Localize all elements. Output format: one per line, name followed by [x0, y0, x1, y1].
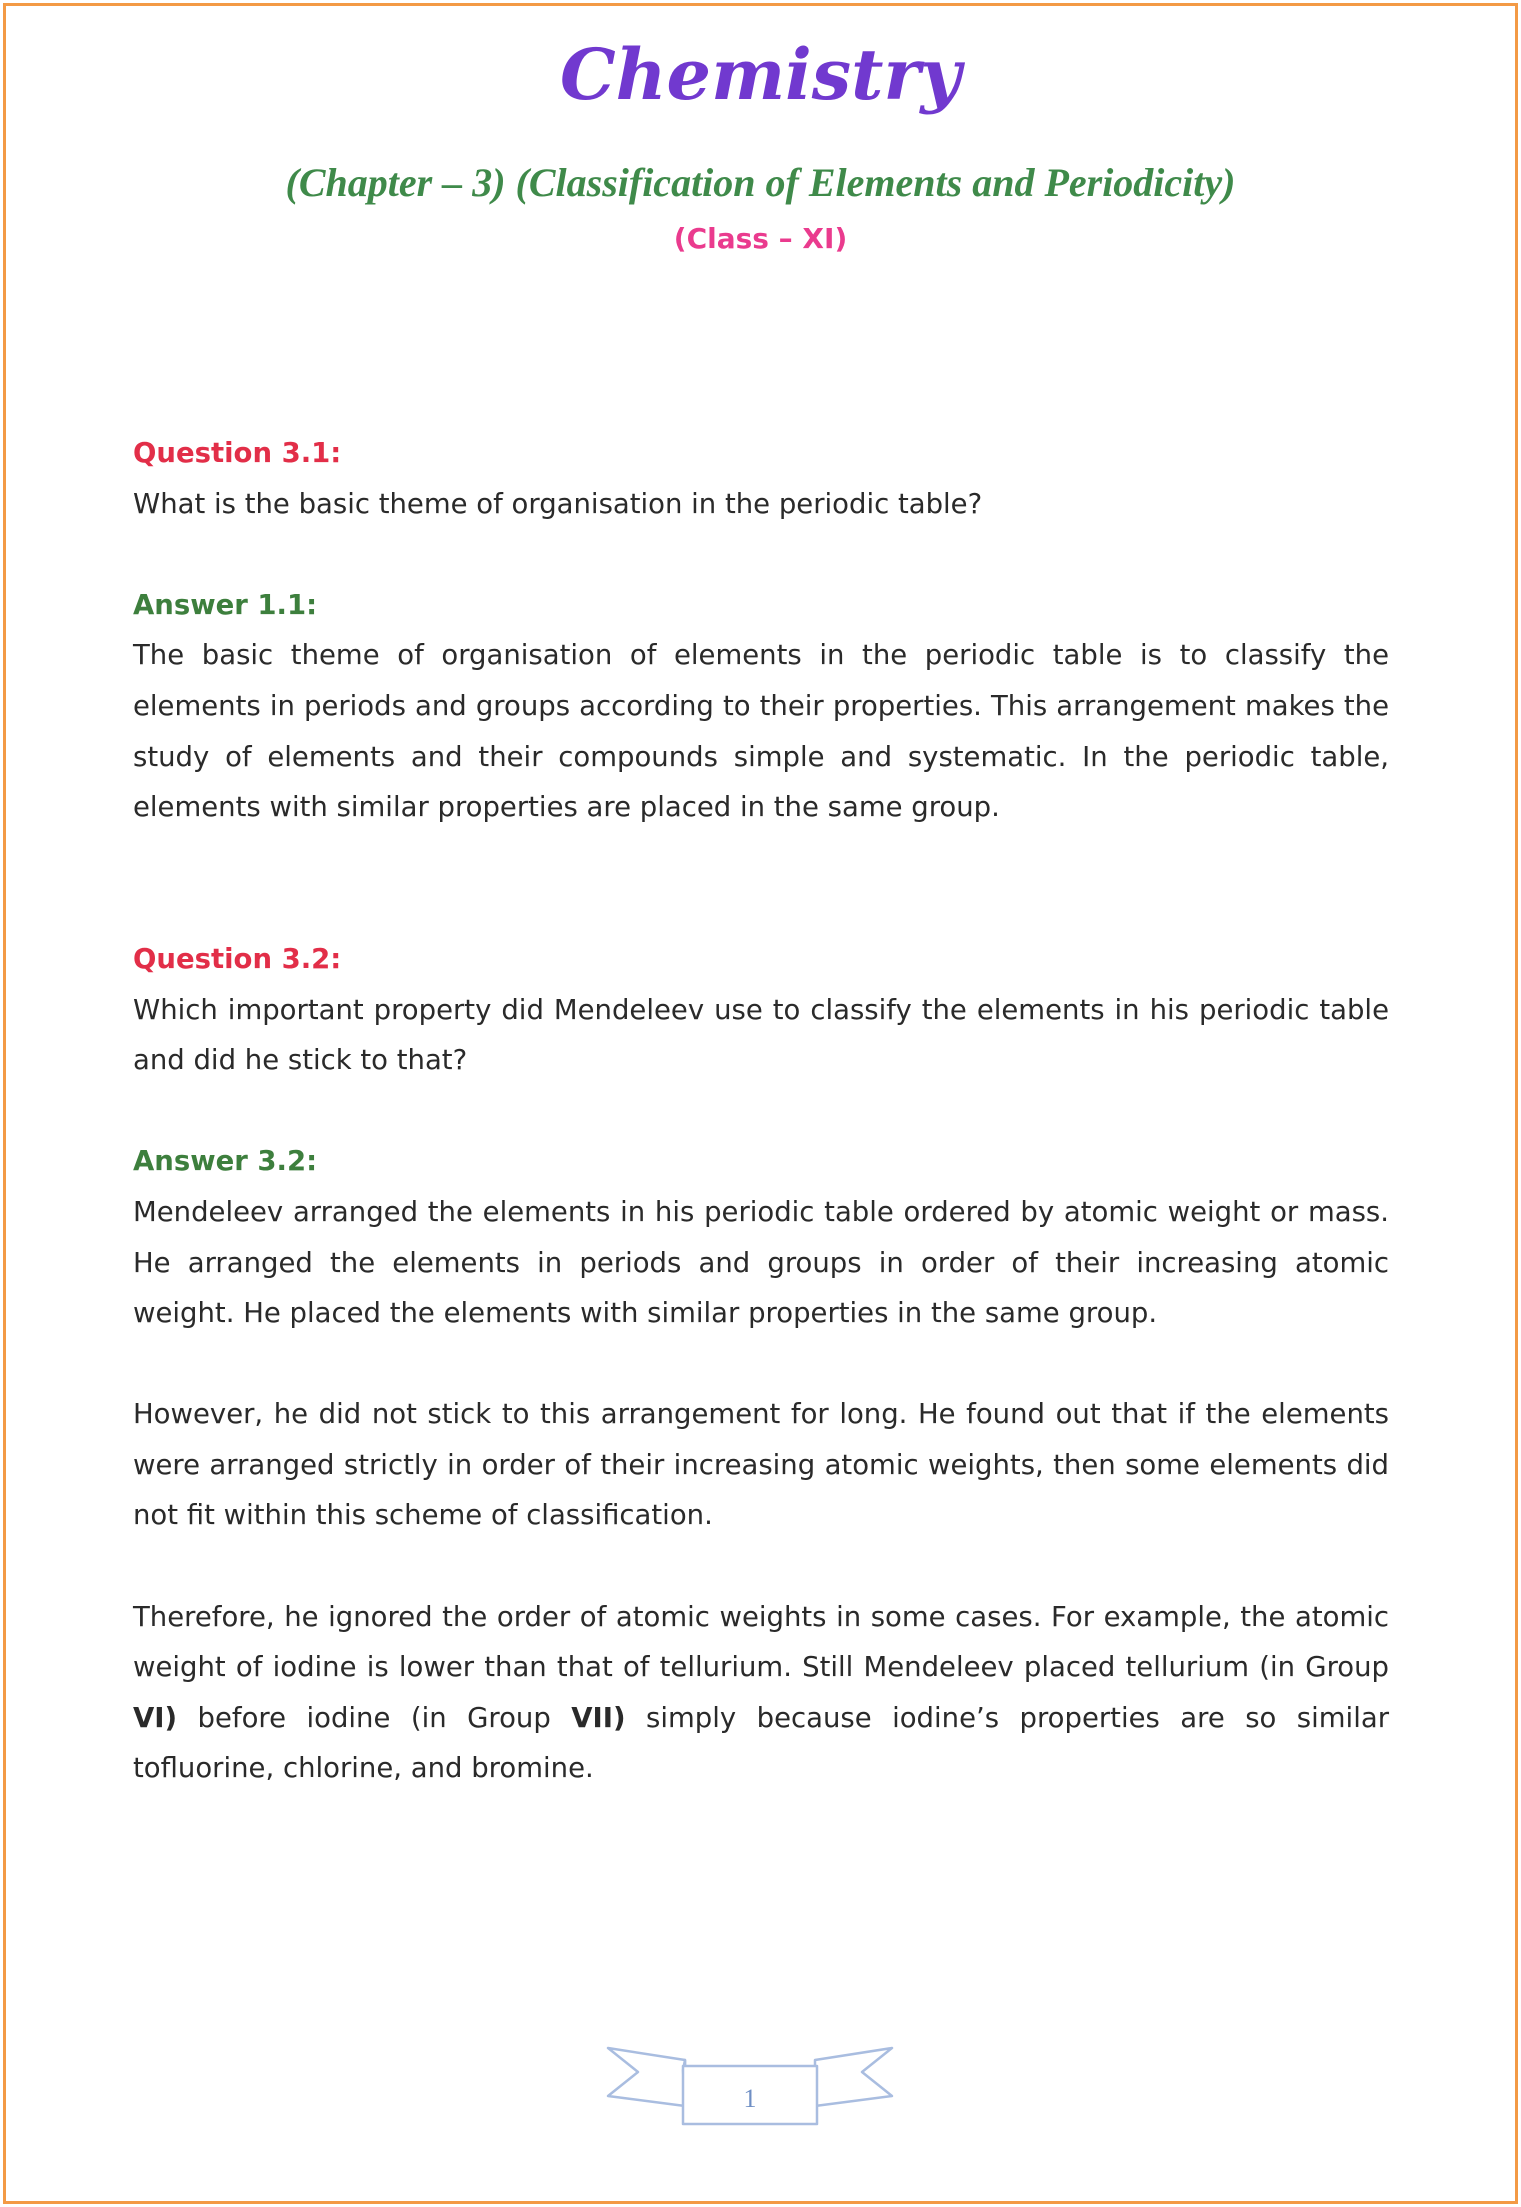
answer-3-2-label: Answer 3.2: — [133, 1145, 318, 1178]
answer-1-1-label: Answer 1.1: — [133, 588, 318, 621]
page-title: Chemistry — [559, 33, 962, 116]
chapter-subtitle: (Chapter – 3) (Classification of Elements and Periodicity) — [285, 160, 1236, 205]
group-vi-bold: VI) — [133, 1701, 178, 1734]
page-number: 1 — [743, 2084, 757, 2113]
class-label: (Class – XI) — [673, 222, 848, 255]
question-3-1-text: What is the basic theme of organisation in the periodic table? — [133, 487, 983, 520]
page-number-ribbon — [605, 2042, 895, 2132]
paragraph-3-text-2: before iodine (in Group — [177, 1701, 572, 1734]
answer-1-1-text: The basic theme of organisation of elements in the periodic table is to classify the elements in periods and groups according to their properties. This arrangement makes the study of elements and their compounds simple and systematic. In the periodic table, elements with similar properties are placed in the same group. — [133, 639, 1389, 824]
question-3-2-label: Question 3.2: — [133, 942, 342, 975]
question-3-2-text: Which important property did Mendeleev use to classify the elements in his periodic table and did he stick to that? — [133, 993, 1389, 1077]
paragraph-3-text-3: simply because iodine’s properties are so similar tofluorine, chlorine, and bromine. — [133, 1701, 1389, 1785]
answer-3-2-paragraph-3 — [133, 1592, 1389, 1794]
question-3-1-label: Question 3.1: — [133, 437, 342, 469]
group-vii-bold: VII) — [571, 1701, 626, 1734]
answer-3-2-paragraph-2: However, he did not stick to this arrangement for long. He found out that if the elements were arranged strictly in order of their increasing atomic weights, then some elements did not fit within this scheme of classification. — [133, 1398, 1389, 1532]
answer-3-2-paragraph-1: Mendeleev arranged the elements in his periodic table ordered by atomic weight or mass. He arranged the elements in periods and groups in order of their increasing atomic weight. He placed the elements with similar properties in the same group. — [133, 1195, 1389, 1330]
paragraph-3-text-1: Therefore, he ignored the order of atomic weights in some cases. For example, the atomic weight of iodine is lower than that of tellurium. Still Mendeleev placed tellurium (in Group — [133, 1600, 1389, 1684]
main-content — [133, 428, 1389, 1794]
